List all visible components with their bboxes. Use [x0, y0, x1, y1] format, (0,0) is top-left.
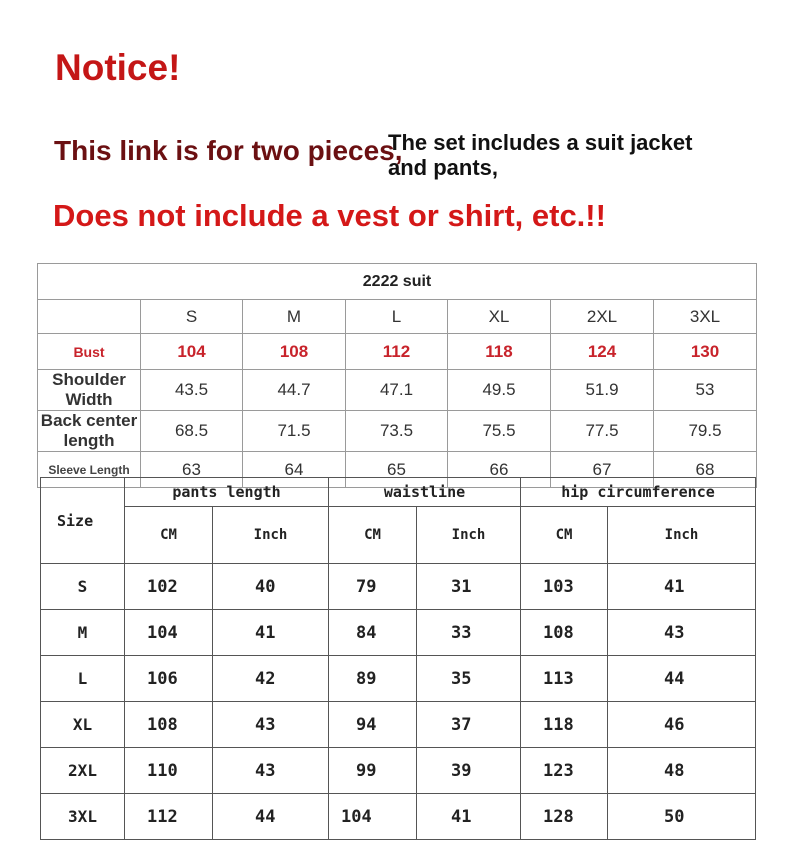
table-cell: 35 — [417, 656, 521, 702]
size-header-cell: L — [346, 300, 448, 334]
table-row — [38, 370, 757, 411]
table-cell: 89 — [329, 656, 417, 702]
notice-heading: Notice! — [55, 47, 181, 88]
table-cell: 43.5 — [141, 370, 243, 411]
table-cell: 41 — [608, 564, 756, 610]
table-cell: 71.5 — [243, 411, 346, 452]
table-row — [41, 748, 756, 794]
table-cell: 64 — [243, 452, 346, 488]
table-cell: 39 — [417, 748, 521, 794]
jacket-size-header-row — [38, 300, 757, 334]
table-cell: 44 — [608, 656, 756, 702]
set-includes-note: The set includes a suit jacket and pants, — [388, 130, 693, 180]
table-cell: 84 — [329, 610, 417, 656]
table-cell: 79 — [329, 564, 417, 610]
table-cell: 104 — [141, 334, 243, 370]
row-label-back-center-length: Back center length — [38, 411, 141, 452]
table-cell: 31 — [417, 564, 521, 610]
table-cell: 118 — [521, 702, 608, 748]
table-cell: 128 — [521, 794, 608, 840]
unit-header-inch: Inch — [213, 507, 329, 564]
table-cell: 67 — [551, 452, 654, 488]
table-cell: 108 — [521, 610, 608, 656]
table-cell: 112 — [346, 334, 448, 370]
table-row — [41, 702, 756, 748]
table-cell: 46 — [608, 702, 756, 748]
table-cell: 68 — [654, 452, 757, 488]
table-cell: 42 — [213, 656, 329, 702]
table-cell: 63 — [141, 452, 243, 488]
group-header-pants-length: pants length — [125, 478, 329, 507]
exclusion-warning: Does not include a vest or shirt, etc.!! — [53, 198, 606, 233]
corner-cell — [38, 300, 141, 334]
unit-header-inch: Inch — [417, 507, 521, 564]
table-cell: 124 — [551, 334, 654, 370]
pants-size-table — [40, 477, 756, 840]
table-cell: 43 — [213, 702, 329, 748]
table-cell: 104 — [125, 610, 213, 656]
table-cell: 66 — [448, 452, 551, 488]
table-cell: 73.5 — [346, 411, 448, 452]
table-row — [38, 411, 757, 452]
table-row — [41, 610, 756, 656]
row-label-shoulder-width: Shoulder Width — [38, 370, 141, 411]
unit-header-cm: CM — [125, 507, 213, 564]
jacket-size-table — [37, 263, 757, 488]
table-cell: 44 — [213, 794, 329, 840]
size-cell: 3XL — [41, 794, 125, 840]
table-cell: 77.5 — [551, 411, 654, 452]
table-cell: 113 — [521, 656, 608, 702]
size-cell: 2XL — [41, 748, 125, 794]
table-cell: 79.5 — [654, 411, 757, 452]
group-header-waistline: waistline — [329, 478, 521, 507]
unit-header-cm: CM — [521, 507, 608, 564]
table-cell: 40 — [213, 564, 329, 610]
table-cell: 123 — [521, 748, 608, 794]
table-row — [38, 334, 757, 370]
table-cell: 108 — [125, 702, 213, 748]
table-cell: 51.9 — [551, 370, 654, 411]
table-cell: 50 — [608, 794, 756, 840]
table-cell: 47.1 — [346, 370, 448, 411]
table-cell: 102 — [125, 564, 213, 610]
table-cell: 103 — [521, 564, 608, 610]
table-cell: 112 — [125, 794, 213, 840]
table-cell: 43 — [608, 610, 756, 656]
table-cell: 99 — [329, 748, 417, 794]
jacket-table-title: 2222 suit — [38, 264, 757, 300]
row-label-bust: Bust — [38, 334, 141, 370]
table-cell: 49.5 — [448, 370, 551, 411]
size-cell: S — [41, 564, 125, 610]
table-cell: 104 — [329, 794, 417, 840]
size-column-header: Size — [41, 478, 125, 564]
table-cell: 41 — [417, 794, 521, 840]
table-row — [41, 564, 756, 610]
table-cell: 106 — [125, 656, 213, 702]
table-cell: 43 — [213, 748, 329, 794]
table-cell: 41 — [213, 610, 329, 656]
size-header-cell: S — [141, 300, 243, 334]
table-row — [41, 794, 756, 840]
size-header-cell: XL — [448, 300, 551, 334]
table-cell: 75.5 — [448, 411, 551, 452]
table-cell: 118 — [448, 334, 551, 370]
row-label-sleeve-length: Sleeve Length — [38, 452, 141, 488]
table-cell: 108 — [243, 334, 346, 370]
unit-header-inch: Inch — [608, 507, 756, 564]
table-cell: 94 — [329, 702, 417, 748]
table-cell: 130 — [654, 334, 757, 370]
table-cell: 37 — [417, 702, 521, 748]
size-cell: XL — [41, 702, 125, 748]
table-cell: 44.7 — [243, 370, 346, 411]
size-cell: M — [41, 610, 125, 656]
table-cell: 65 — [346, 452, 448, 488]
table-cell: 48 — [608, 748, 756, 794]
size-header-cell: 3XL — [654, 300, 757, 334]
size-header-cell: M — [243, 300, 346, 334]
table-cell: 68.5 — [141, 411, 243, 452]
size-header-cell: 2XL — [551, 300, 654, 334]
table-cell: 33 — [417, 610, 521, 656]
group-header-hip-circumference: hip circumference — [521, 478, 756, 507]
table-cell: 110 — [125, 748, 213, 794]
two-pieces-note: This link is for two pieces, — [54, 135, 403, 166]
table-row — [41, 656, 756, 702]
unit-header-cm: CM — [329, 507, 417, 564]
size-cell: L — [41, 656, 125, 702]
table-cell: 53 — [654, 370, 757, 411]
